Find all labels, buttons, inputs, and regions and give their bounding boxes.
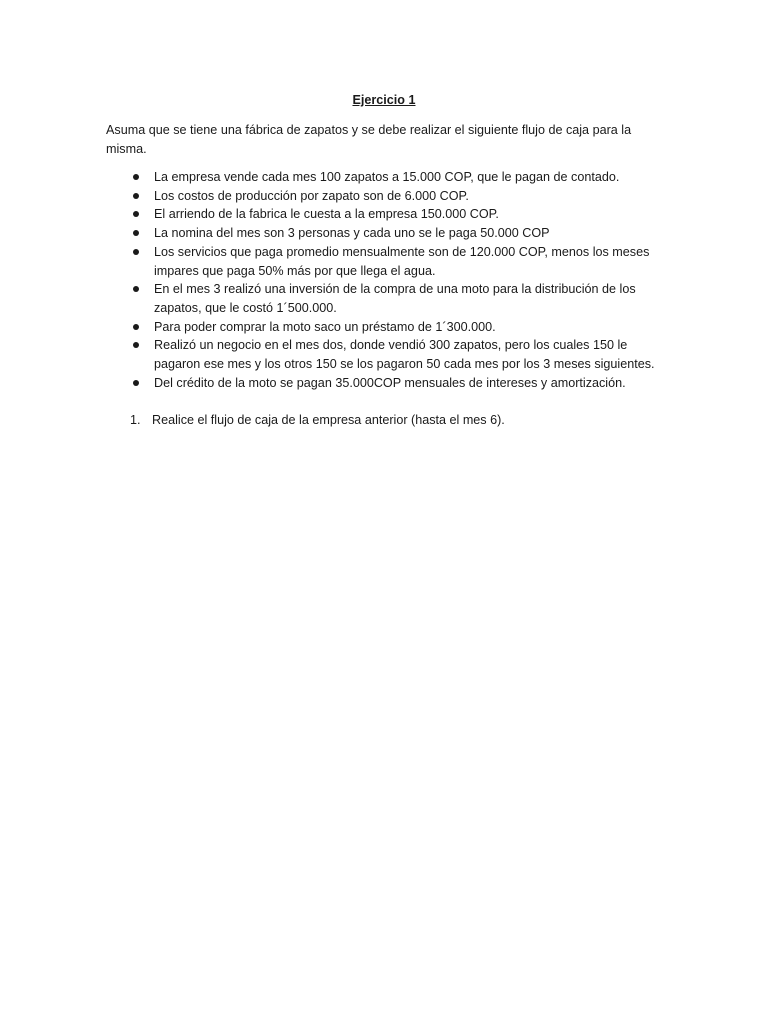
question-text: Realice el flujo de caja de la empresa anterior (hasta el mes 6). — [152, 413, 505, 427]
bullet-icon — [133, 342, 139, 348]
question-item — [106, 411, 666, 430]
bullet-icon — [133, 249, 139, 255]
bullet-icon — [133, 324, 139, 330]
list-item-text: Del crédito de la moto se pagan 35.000COP mensuales de intereses y amortización. — [154, 375, 626, 390]
bullet-list — [106, 168, 666, 392]
bullet-icon — [133, 174, 139, 180]
list-item-text: Los servicios que paga promedio mensualmente son de 120.000 COP, menos los meses impares que paga 50% más por que llega el agua. — [154, 244, 650, 278]
list-item — [106, 318, 666, 337]
bullet-icon — [133, 193, 139, 199]
list-item — [106, 224, 666, 243]
question-number: 1. — [130, 413, 141, 427]
list-item-text: Para poder comprar la moto saco un préstamo de 1´300.000. — [154, 319, 496, 334]
question-list — [106, 411, 666, 430]
list-item-text: Los costos de producción por zapato son de 6.000 COP. — [154, 188, 469, 203]
bullet-icon — [133, 286, 139, 292]
list-item — [106, 243, 666, 280]
list-item — [106, 280, 666, 317]
list-item-text: La nomina del mes son 3 personas y cada uno se le paga 50.000 COP — [154, 226, 550, 241]
list-item — [106, 187, 666, 206]
exercise-title: Ejercicio 1 — [352, 93, 416, 107]
list-item — [106, 336, 666, 373]
list-item-text: El arriendo de la fabrica le cuesta a la empresa 150.000 COP. — [154, 207, 499, 222]
list-item — [106, 374, 666, 393]
list-item — [106, 168, 666, 187]
list-item-text: La empresa vende cada mes 100 zapatos a 15.000 COP, que le pagan de contado. — [154, 170, 620, 184]
list-item-text: En el mes 3 realizó una inversión de la compra de una moto para la distribución de los zapatos, que le costó 1´500.000. — [154, 282, 636, 315]
bullet-icon — [133, 230, 139, 236]
list-item — [106, 205, 666, 224]
list-item-text: Realizó un negocio en el mes dos, donde vendió 300 zapatos, pero los cuales 150 le pagaron ese mes y los otros 150 se los pagaron 50 cada mes por los 3 meses siguientes. — [154, 338, 655, 372]
bullet-icon — [133, 380, 139, 386]
bullet-icon — [133, 211, 139, 217]
intro-paragraph: Asuma que se tiene una fábrica de zapatos y se debe realizar el siguiente flujo de caja para la misma. — [106, 123, 632, 156]
